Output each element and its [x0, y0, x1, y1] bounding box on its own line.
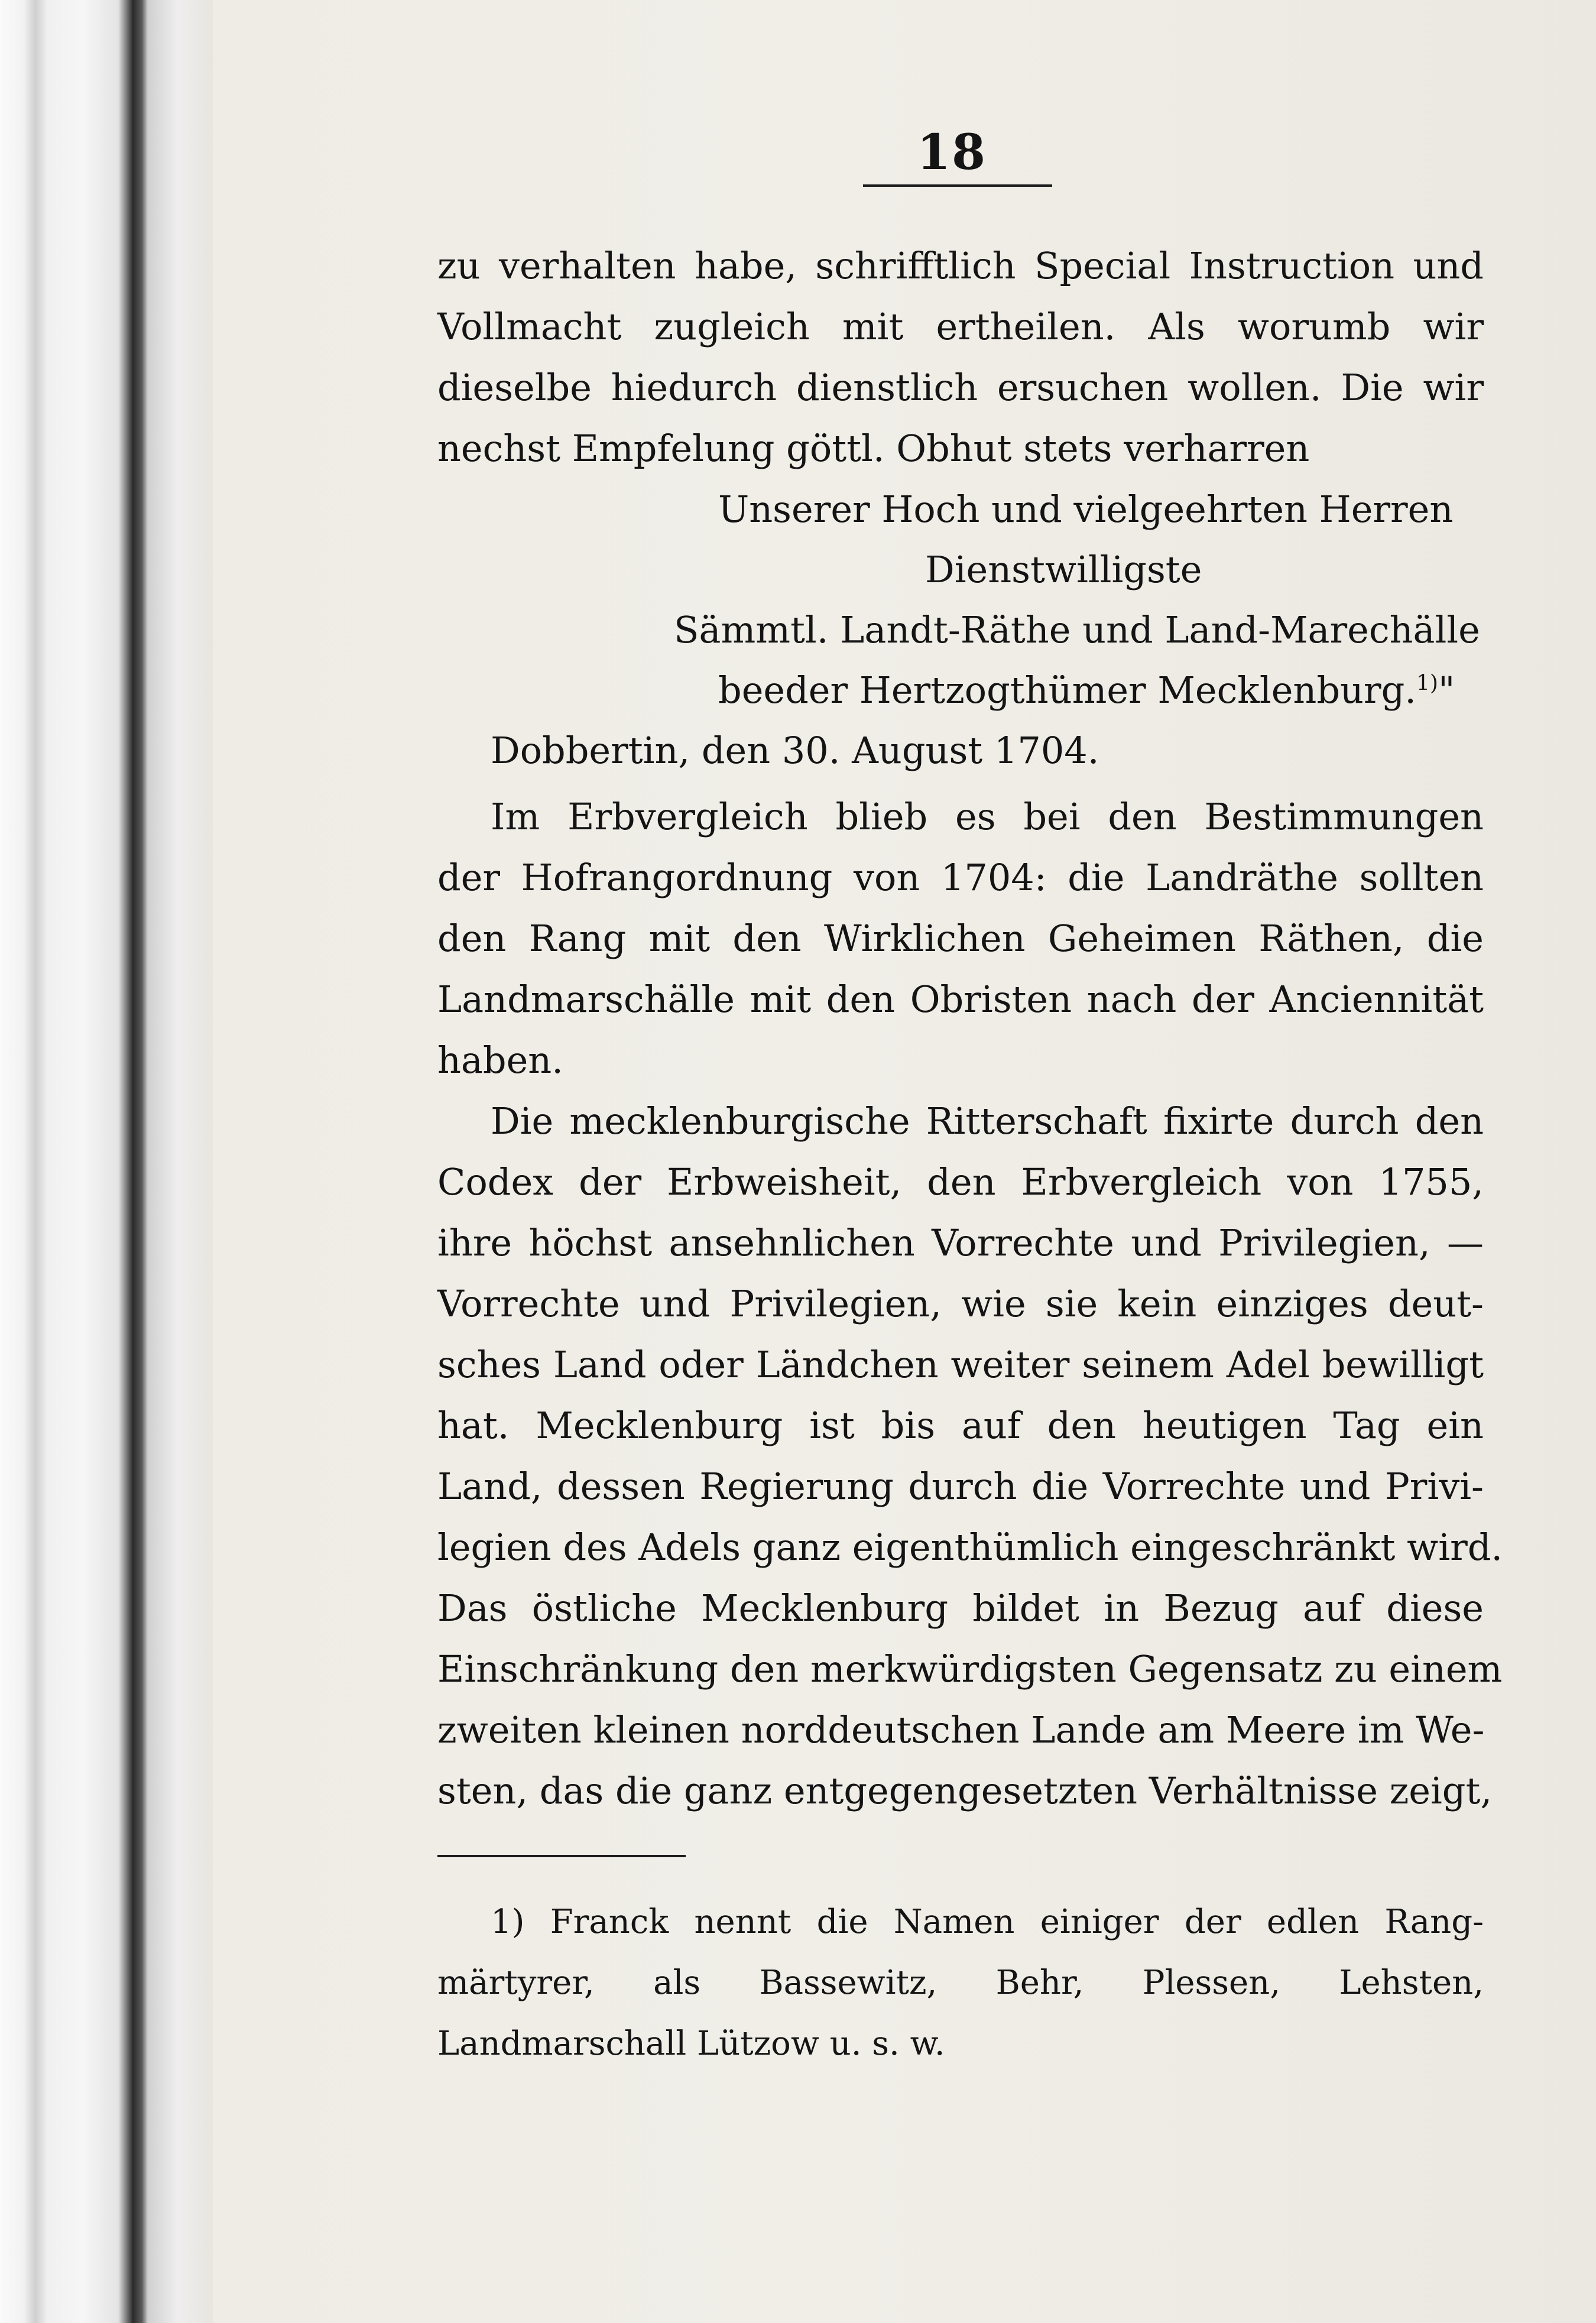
header-rule [863, 184, 1052, 187]
letter-line: zu verhalten habe, schrifftlich Special Instruction und [437, 244, 1484, 287]
paragraph-line: Einschränkung den merkwürdigsten Gegensatz zu einem [437, 1647, 1503, 1691]
closing-salutation: Unserer Hoch und vielgeehrten Herren [718, 488, 1454, 531]
paragraph-2 [437, 1091, 1503, 1821]
paragraph-line: ihre höchst ansehnlichen Vorrechte und Privilegien, — [437, 1221, 1484, 1264]
footnote-line: Landmarschall Lützow u. s. w. [437, 2024, 945, 2063]
closing-signers: Sämmtl. Landt-Räthe und Land-Marechälle [674, 608, 1480, 651]
footnote [437, 1892, 1484, 2074]
footnote-rule [437, 1855, 686, 1857]
place-date: Dobbertin, den 30. August 1704. [491, 729, 1099, 772]
letter-line: nechst Empfelung göttl. Obhut stets verharren [437, 427, 1310, 470]
closing-duchies [718, 660, 1455, 721]
paragraph-line: Im Erbvergleich blieb es bei den Bestimmungen [491, 795, 1484, 838]
paragraph-line: Das östliche Mecklenburg bildet in Bezug auf diese [437, 1586, 1484, 1630]
footnote-reference: 1) [1416, 671, 1438, 696]
paragraph-line: Landmarschälle mit den Obristen nach der Anciennität [437, 978, 1484, 1021]
paragraph-line: sten, das die ganz entgegengesetzten Verhältnisse zeigt, [437, 1769, 1493, 1812]
paragraph-line: zweiten kleinen norddeutschen Lande am Meere im We- [437, 1708, 1485, 1751]
paragraph-line: hat. Mecklenburg ist bis auf den heutigen Tag ein [437, 1404, 1484, 1447]
letter-line: dieselbe hiedurch dienstlich ersuchen wollen. Die wir [437, 366, 1484, 409]
paragraph-line: Die mecklenburgische Ritterschaft fixirte durch den [491, 1099, 1484, 1143]
paragraph-line: Vorrechte und Privilegien, wie sie kein einziges deut- [437, 1282, 1484, 1325]
paragraph-line: den Rang mit den Wirklichen Geheimen Räthen, die [437, 917, 1484, 960]
footnote-line: märtyrer, als Bassewitz, Behr, Plessen, Lehsten, [437, 1964, 1484, 2002]
paragraph-line: haben. [437, 1039, 563, 1082]
paragraph-line: Land, dessen Regierung durch die Vorrechte und Privi- [437, 1465, 1484, 1508]
paragraph-line: der Hofrangordnung von 1704: die Landräthe sollten [437, 856, 1484, 899]
page-number: 18 [916, 124, 987, 181]
paragraph-line: sches Land oder Ländchen weiter seinem Adel bewilligt [437, 1343, 1484, 1386]
footnote-line: 1) Franck nennt die Namen einiger der edlen Rang- [491, 1903, 1484, 1941]
closing-dienstwilligste: Dienstwilligste [925, 548, 1202, 591]
paragraph-1 [437, 786, 1484, 1091]
book-binding-gutter [0, 0, 213, 2323]
paragraph-line: Codex der Erbweisheit, den Erbvergleich von 1755, [437, 1160, 1484, 1203]
closing-quote: " [1438, 669, 1455, 712]
paragraph-line: legien des Adels ganz eigenthümlich eingeschränkt wird. [437, 1526, 1503, 1569]
closing-duchies-text: beeder Hertzogthümer Mecklenburg. [718, 669, 1416, 712]
letter-line: Vollmacht zugleich mit ertheilen. Als worumb wir [437, 305, 1484, 348]
letter-body [437, 235, 1484, 479]
